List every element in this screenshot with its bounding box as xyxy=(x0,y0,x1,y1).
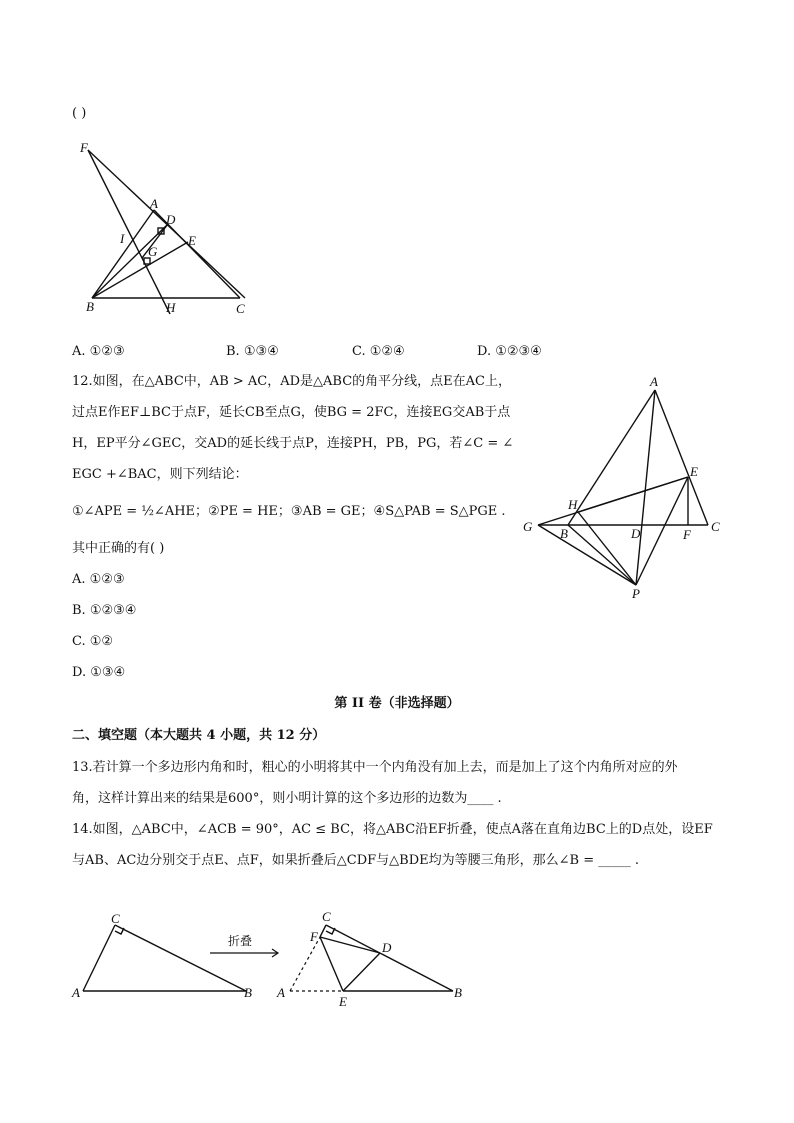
q14-left-label-B: B xyxy=(244,985,252,1000)
q11-label-C: C xyxy=(236,301,245,316)
q11-label-G: G xyxy=(148,244,158,259)
q13-line-1: 13.若计算一个多边形内角和时，粗心的小明将其中一个内角没有加上去，而是加上了这个内角所对应的外 xyxy=(72,760,678,775)
q12-label-F: F xyxy=(683,527,691,542)
q11-label-A: A xyxy=(150,196,158,211)
q11-option-b[interactable]: B. ①③④ xyxy=(226,344,279,359)
section-title: 第 II 卷（非选择题） xyxy=(334,696,460,711)
section-part-heading: 二、填空题（本大题共 4 小题，共 12 分） xyxy=(72,728,326,743)
q12-line-6: 其中正确的有( ) xyxy=(72,541,165,556)
q14-right-label-A: A xyxy=(277,985,285,1000)
q11-label-B: B xyxy=(86,299,94,314)
q12-label-B: B xyxy=(560,526,568,541)
q12-label-E: E xyxy=(690,464,698,479)
q12-option-b[interactable]: B. ①②③④ xyxy=(72,603,137,618)
q11-label-H: H xyxy=(166,300,176,315)
q12-label-P: P xyxy=(632,586,640,600)
q14-right-label-F: F xyxy=(310,929,318,944)
q12-option-a[interactable]: A. ①②③ xyxy=(72,572,125,587)
q12-line-1: 12.如图，在△ABC中，AB > AC，AD是△ABC的角平分线，点E在AC上， xyxy=(72,374,511,389)
q12-line-2: 过点E作EF⊥BC于点F，延长CB至点G，使BG = 2FC，连接EG交AB于点 xyxy=(72,405,511,420)
q11-label-F: F xyxy=(80,140,88,155)
q12-line-4: EGC +∠BAC，则下列结论： xyxy=(72,467,248,482)
q11-figure xyxy=(70,138,270,318)
q14-right-label-E: E xyxy=(339,994,347,1009)
q12-label-H: H xyxy=(568,497,578,512)
q12-label-G: G xyxy=(523,519,533,534)
q13-line-2: 角，这样计算出来的结果是600°，则小明计算的这个多边形的边数为____ . xyxy=(72,791,502,806)
q11-label-D: D xyxy=(166,212,176,227)
q14-left-label-C: C xyxy=(111,911,120,926)
q11-option-a[interactable]: A. ①②③ xyxy=(72,344,125,359)
q14-line-2: 与AB、AC边分别交于点E、点F，如果折叠后△CDF与△BDE均为等腰三角形，那么∠B = _____ . xyxy=(72,853,640,868)
q14-right-label-C: C xyxy=(322,909,331,924)
q14-left-label-A: A xyxy=(72,985,80,1000)
q14-right-label-B: B xyxy=(454,985,462,1000)
q11-answer-paren: ( ) xyxy=(72,106,87,121)
q11-option-d[interactable]: D. ①②③④ xyxy=(477,344,542,359)
q12-line-5: ①∠APE = ½∠AHE；②PE = HE；③AB = GE；④S△PAB = S△PGE . xyxy=(72,504,506,519)
q11-label-I: I xyxy=(120,231,125,246)
q12-label-C: C xyxy=(711,519,720,534)
q12-option-c[interactable]: C. ①② xyxy=(72,634,114,649)
q12-line-3: H，EP平分∠GEC，交AD的延长线于点P，连接PH，PB，PG，若∠C = ∠ xyxy=(72,436,514,451)
q14-figure xyxy=(60,905,480,1015)
q11-label-E: E xyxy=(188,233,196,248)
q14-right-label-D: D xyxy=(382,940,392,955)
q14-line-1: 14.如图，△ABC中，∠ACB = 90°，AC ≤ BC，将△ABC沿EF折叠，使点A落在直角边BC上的D点处，设EF xyxy=(72,822,713,837)
q12-label-D: D xyxy=(631,526,641,541)
q12-figure xyxy=(518,370,728,600)
q12-option-d[interactable]: D. ①③④ xyxy=(72,665,126,680)
q12-label-A: A xyxy=(650,374,658,389)
q14-fold-label: 折叠 xyxy=(228,934,253,948)
q11-option-c[interactable]: C. ①②④ xyxy=(352,344,405,359)
